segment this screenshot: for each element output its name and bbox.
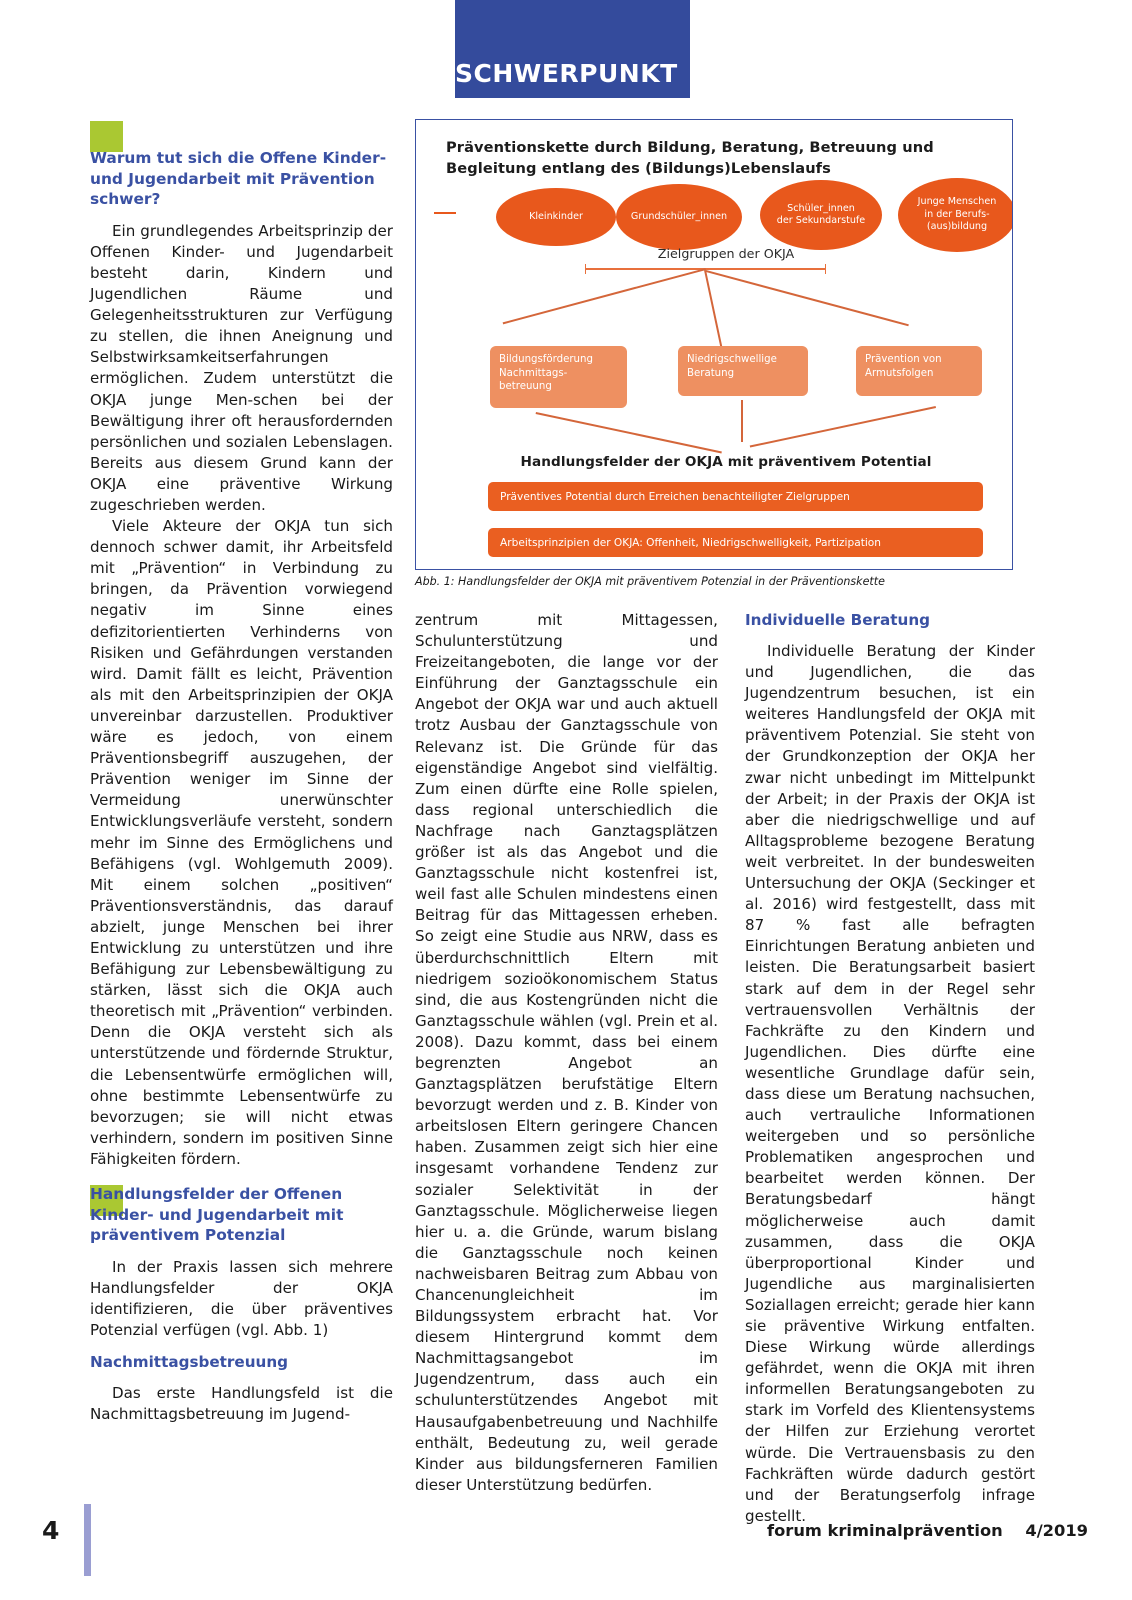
brace-label-zielgruppen: Zielgruppen der OKJA [657, 246, 795, 261]
action-field-box-3 [856, 346, 982, 396]
action-field-box-1 [490, 346, 627, 408]
connector-line [536, 412, 722, 453]
box-label-line: Armutsfolgen [865, 367, 934, 379]
connector-line [706, 270, 909, 326]
figure-wide-bar-1: Präventives Potential durch Erreichen benachteiligter Zielgruppen [488, 482, 983, 511]
chain-segment [434, 212, 456, 214]
box-label-line: Nachmittags- [499, 367, 568, 379]
box-label-line: Bildungsförderung [499, 354, 593, 365]
figure-title: Präventionskette durch Bildung, Beratung, Betreuung und Begleitung entlang des (Bildungs)Lebenslaufs [446, 139, 934, 177]
connector-line [503, 268, 706, 324]
header-banner [455, 0, 690, 98]
target-group-ellipse-3 [760, 180, 882, 250]
target-group-ellipse-4 [898, 178, 1013, 252]
figure-caption: Abb. 1: Handlungsfelder der OKJA mit präventivem Potenzial in der Präventionskette [415, 575, 885, 588]
box-label-line: betreuung [499, 381, 552, 393]
ellipse-label [777, 203, 865, 228]
footer-journal-info: forum kriminalprävention 4/2019 [767, 1521, 1088, 1540]
ellipse-label-line: (aus)bildung [926, 221, 988, 233]
paragraph: Individuelle Beratung der Kinder und Jugendlichen, die das Jugendzentrum besuchen, ist ein weiteres Handlungsfeld der OKJA mit präventivem Potenzial. Sie steht von der Grundkonzeption der OKJA her zwar nicht unbedingt im Mittelpunkt der Arbeit; in der Praxis der OKJA ist aber die niedrigschwellige und auf Alltagsprobleme bezogene Beratung weit verbreitet. In der bundesweiten Untersuchung der OKJA (Seckinger et al. 2016) wird festgestellt, dass mit 87 % fast alle befragten Einrichtungen Beratung anbieten und leisten. Die Beratungsarbeit basiert stark auf dem in der Regel sehr vertrauensvollen Verhältnis der Fachkräfte zu den Kindern und Jugendlichen. Dies dürfte eine wesentliche Grundlage dafür sein, dass diese um Beratung nachsuchen, auch vertrauliche Informationen weitergeben und so persönliche Problematiken angesprochen und bearbeitet werden können. Der Beratungsbedarf hängt möglicherweise auch damit zusammen, dass die OKJA überproportional Kinder und Jugendliche aus marginalisierten Soziallagen erreicht; gerade hier kann sie präventive Wirkung entfalten. Diese Wirkung würde allerdings gefährdet, wenn die OKJA mit ihren informellen Beratungsangeboten zu stark im Vorfeld des Klientensystems der Hilfen zur Erziehung verortet würde. Die Vertrauensbasis zu den Fachkräften würde dadurch gestört und der Beratungserfolg infrage gestellt. [745, 642, 1035, 1525]
ellipse-label-line: Schüler_innen [787, 202, 855, 214]
ellipse-label: Kleinkinder [529, 210, 583, 222]
section-heading-2: Handlungsfelder der Offenen Kinder- und Jugendarbeit mit präventivem Potenzial [90, 1185, 344, 1245]
figure-praeventionskette [415, 119, 1013, 570]
text-column-3 [745, 610, 1035, 1527]
paragraph: In der Praxis lassen sich mehrere Handlungsfelder der OKJA identifizieren, die über präventives Potenzial verfügen (vgl. Abb. 1) [90, 1257, 393, 1340]
paragraph: Ein grundlegendes Arbeitsprinzip der Offenen Kinder- und Jugendarbeit besteht darin, Kindern und Jugendlichen Räume und Gelegenheitsstrukturen zur Verfügung zu stellen, die ihnen Aneignung und Selbstwirksamkeitserfahrungen ermöglichen. Zudem unterstützt die OKJA junge Men-schen bei der Bewältigung ihrer oft herausfordernden persönlichen und sozialen Lebenslagen. Bereits aus diesem Grund kann der OKJA eine präventive Wirkung zugeschrieben werden. [90, 221, 393, 514]
section-heading-1: Warum tut sich die Offene Kinder- und Jugendarbeit mit Prävention schwer? [90, 149, 387, 209]
box-label-line: Prävention von [865, 354, 942, 365]
sub-heading-nachmittagsbetreuung: Nachmittagsbetreuung [90, 1353, 289, 1372]
box-label-line: Beratung [687, 367, 735, 379]
ellipse-label [918, 196, 997, 233]
page-section-title: SCHWERPUNKT [455, 59, 678, 88]
figure-section-label: Handlungsfelder der OKJA mit präventivem Potential [520, 454, 932, 470]
ellipse-label: Grundschüler_innen [630, 210, 728, 222]
action-field-box-2 [678, 346, 808, 396]
target-group-ellipse-1 [496, 188, 616, 246]
box-label-line: Niedrigschwellige [687, 354, 777, 365]
ellipse-label-line: der Sekundarstufe [776, 215, 866, 226]
connector-line [750, 406, 936, 447]
figure-wide-bar-2: Arbeitsprinzipien der OKJA: Offenheit, Niedrigschwelligkeit, Partizipation [488, 528, 983, 557]
sub-heading-individuelle-beratung: Individuelle Beratung [745, 611, 931, 629]
paragraph: zentrum mit Mittagessen, Schulunterstützung und Freizeitangeboten, die lange vor der Einführung der Ganztagsschule ein Angebot der OKJA war und auch aktuell trotz Ausbau der Ganztagsschule von Relevanz ist. Die Gründe für das eigenständige Angebot sind vielfältig. Zum einen dürfte eine Rolle spielen, dass regional unterschiedlich die Nachfrage nach Ganztagsplätzen größer ist als das Angebot und die Ganztagsschule nicht kostenfrei ist, weil fast alle Schulen mindestens einen Beitrag für das Mittagessen erheben. So zeigt eine Studie aus NRW, dass es überdurchschnittlich Eltern mit niedrigem sozioökonomischem Status sind, die aus Kostengründen nicht die Ganztagsschule wählen (vgl. Prein et al. 2008). Dazu kommt, dass bei einem begrenzten Angebot an Ganztagsplätzen berufstätige Eltern bevorzugt werden und z. B. Kinder von arbeitslosen Eltern geringere Chancen haben. Zusammen zeigt sich hier eine insgesamt vorhandene Tendenz zur sozialer Selektivität in der Ganztagsschule. Möglicherweise liegen hier u. a. die Gründe, warum bislang die Ganztagsschule noch keinen nachweisbaren Beitrag zum Abbau von Chancenungleichheit im Bildungssystem erbracht hat. Vor diesem Hintergrund kommt dem Nachmittagsangebot im Jugendzentrum, dass auch ein schulunterstützendes Angebot mit Hausaufgabenbetreuung und Nachhilfe enthält, Bedeutung zu, weil gerade Kinder aus bildungsferneren Familien dieser Unterstützung bedürfen. [415, 611, 718, 1494]
ellipse-label-line: Junge Menschen [917, 196, 997, 208]
text-column-1 [90, 148, 393, 1425]
page-number: 4 [42, 1516, 60, 1545]
footer-accent-bar [84, 1504, 91, 1576]
ellipse-label-line: in der Berufs- [924, 208, 990, 220]
text-column-2 [415, 610, 718, 1496]
target-group-ellipse-2 [616, 184, 742, 250]
brace-end-right [824, 264, 826, 274]
brace-end-left [585, 264, 587, 274]
paragraph: Das erste Handlungsfeld ist die Nachmittagsbetreuung im Jugend- [90, 1384, 393, 1424]
connector-line [741, 400, 743, 442]
paragraph: Viele Akteure der OKJA tun sich dennoch schwer damit, ihr Arbeitsfeld mit „Prävention“ in Verbindung zu bringen, da Prävention vorwiegend negativ im Sinne eines defizitorientierten Verhinderns von Risiken und Gefährdungen verstanden wird. Damit fällt es leicht, Prävention als mit den Arbeitsprinzipien der OKJA unvereinbar darzustellen. Produktiver wäre es jedoch, von einem Präventionsbegriff auszugehen, der Prävention weniger im Sinne der Vermeidung unerwünschter Entwicklungsverläufe versteht, sondern mehr im Sinne des Ermöglichens und Befähigens (vgl. Wohlgemuth 2009). Mit einem solchen „positiven“ Präventionsverständnis, das darauf abzielt, junge Menschen bei ihrer Entwicklung zu unterstützen und ihre Befähigung zur Lebensbewältigung zu stärken, lässt sich die OKJA auch theoretisch mit „Prävention“ verbinden. Denn die OKJA versteht sich als unterstützende und fördernde Struktur, die Lebensentwürfe ermöglichen will, ohne bestimmte Lebensentwürfe zu bevorzugen; sie will nicht etwas verhindern, sondern im positiven Sinne Fähigkeiten fördern. [90, 517, 393, 1168]
